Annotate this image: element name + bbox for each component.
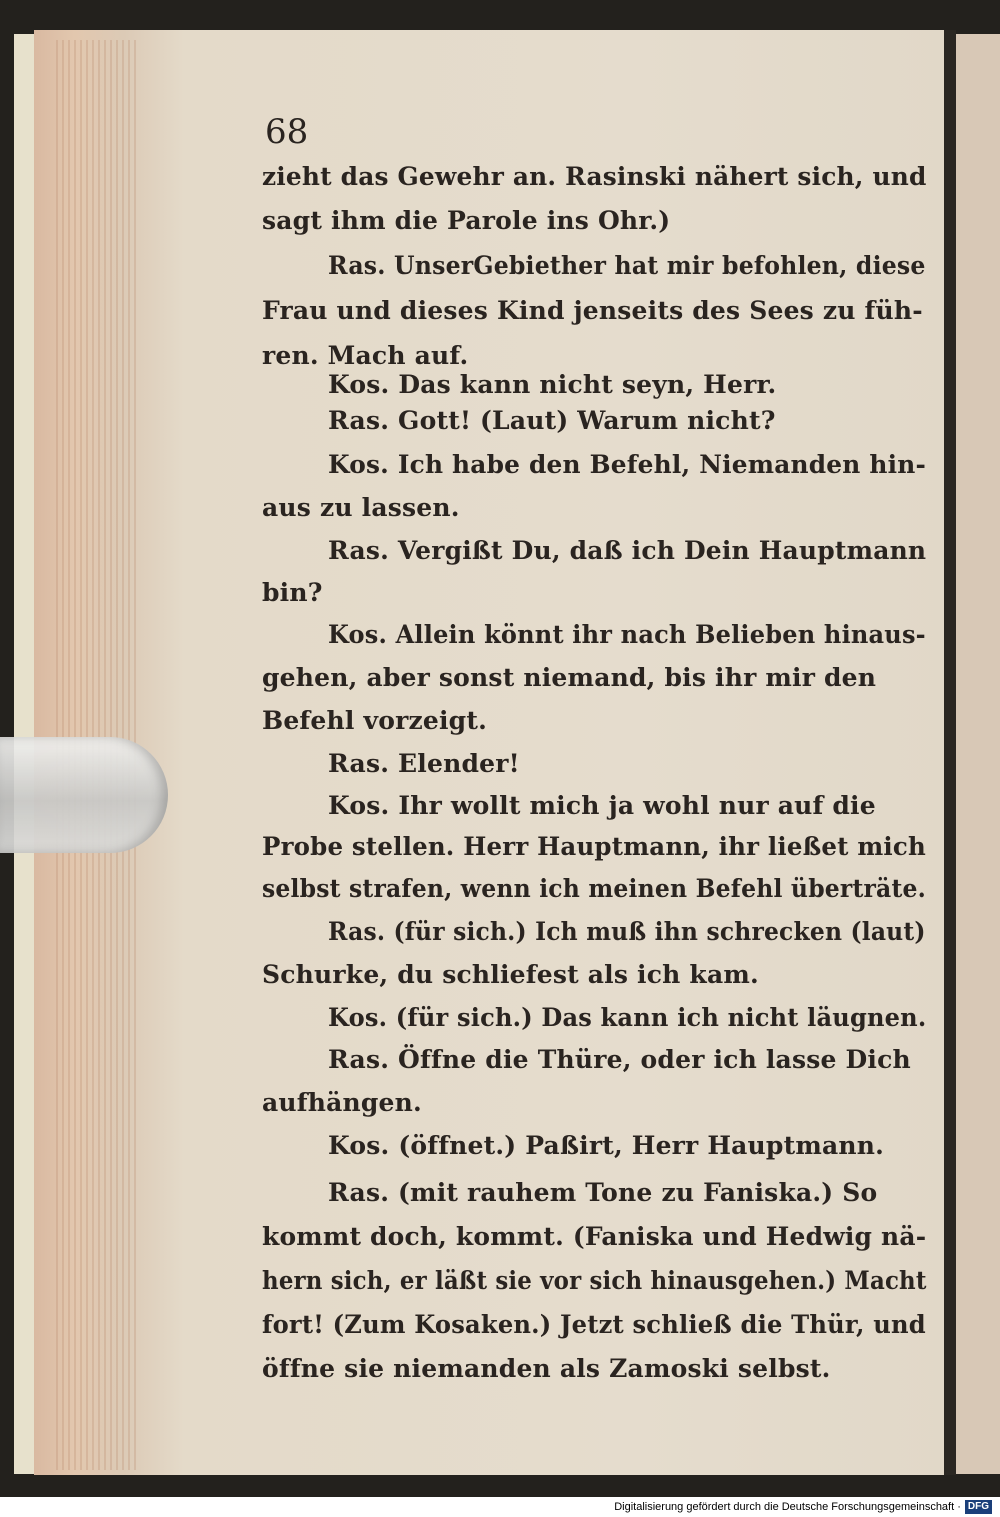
book-gutter bbox=[944, 30, 956, 1475]
text-line: sagt ihm die Parole ins Ohr.) bbox=[262, 206, 671, 235]
text-line: Kos. Allein könnt ihr nach Belieben hinaus- bbox=[328, 620, 926, 649]
text-line: hern sich, er läßt sie vor sich hinausgehen.) Macht bbox=[262, 1266, 927, 1295]
text-line: Kos. Ihr wollt mich ja wohl nur auf die bbox=[328, 791, 876, 820]
facing-page-edge bbox=[956, 34, 1000, 1474]
text-line: Ras. (für sich.) Ich muß ihn schrecken (laut) bbox=[328, 917, 926, 946]
text-line: Ras. Öffne die Thüre, oder ich lasse Dich bbox=[328, 1045, 911, 1074]
text-line: Probe stellen. Herr Hauptmann, ihr ließet mich bbox=[262, 832, 926, 861]
text-line: Schurke, du schliefest als ich kam. bbox=[262, 960, 759, 989]
page-number: 68 bbox=[265, 112, 309, 152]
text-line: Kos. Das kann nicht seyn, Herr. bbox=[328, 370, 777, 399]
text-line: Befehl vorzeigt. bbox=[262, 706, 487, 735]
text-line: Ras. (mit rauhem Tone zu Faniska.) So bbox=[328, 1178, 878, 1207]
text-line: aus zu lassen. bbox=[262, 493, 460, 522]
text-line: Kos. Ich habe den Befehl, Niemanden hin- bbox=[328, 450, 927, 479]
text-line: ren. Mach auf. bbox=[262, 341, 469, 370]
text-line: Frau und dieses Kind jenseits des Sees zu füh- bbox=[262, 296, 923, 325]
text-line: Ras. Elender! bbox=[328, 749, 520, 778]
text-line: fort! (Zum Kosaken.) Jetzt schließ die Thür, und bbox=[262, 1310, 926, 1339]
footer-credit: Digitalisierung gefördert durch die Deutsche Forschungsgemeinschaft · bbox=[614, 1501, 961, 1513]
text-line: zieht das Gewehr an. Rasinski nähert sich, und bbox=[262, 162, 927, 191]
text-line: bin? bbox=[262, 578, 323, 607]
footer-bar bbox=[0, 1497, 1000, 1517]
text-line: Kos. (öffnet.) Paßirt, Herr Hauptmann. bbox=[328, 1131, 885, 1160]
dfg-logo: DFG bbox=[965, 1500, 992, 1514]
text-line: Ras. Gott! (Laut) Warum nicht? bbox=[328, 406, 776, 435]
text-line: aufhängen. bbox=[262, 1088, 422, 1117]
text-line: gehen, aber sonst niemand, bis ihr mir den bbox=[262, 663, 877, 692]
page-clip bbox=[0, 737, 168, 853]
text-line: Kos. (für sich.) Das kann ich nicht läugnen. bbox=[328, 1003, 927, 1032]
text-line: kommt doch, kommt. (Faniska und Hedwig nä- bbox=[262, 1222, 927, 1251]
text-line: Ras. Vergißt Du, daß ich Dein Hauptmann bbox=[328, 536, 927, 565]
text-line: selbst strafen, wenn ich meinen Befehl überträte. bbox=[262, 874, 926, 903]
text-line: Ras. UnserGebiether hat mir befohlen, diese bbox=[328, 251, 926, 280]
text-line: öffne sie niemanden als Zamoski selbst. bbox=[262, 1354, 831, 1383]
